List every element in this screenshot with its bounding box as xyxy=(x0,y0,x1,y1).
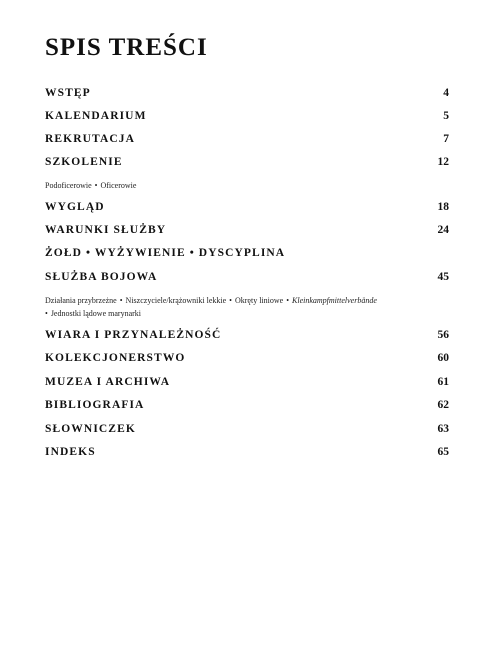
toc-entry-bibliografia[interactable] xyxy=(45,399,449,417)
toc-entry-page-number: 5 xyxy=(443,110,449,122)
toc-entry-wstep[interactable] xyxy=(45,87,449,105)
toc-entry-label: SZKOLENIE xyxy=(45,156,123,168)
toc-entry-page-number: 12 xyxy=(437,156,449,168)
toc-entry-page-number: 60 xyxy=(437,352,449,364)
toc-subsection: Jednostki lądowe marynarki xyxy=(50,309,142,318)
toc-entry-label: REKRUTACJA xyxy=(45,133,136,145)
toc-entry-label: KOLEKCJONERSTWO xyxy=(45,352,186,364)
toc-entry-sluzba-bojowa[interactable] xyxy=(45,271,449,289)
toc-entry-page-number: 56 xyxy=(437,329,449,341)
toc-entry-page-number: 7 xyxy=(443,133,449,145)
toc-entry-label: WSTĘP xyxy=(45,87,91,99)
toc-entry-label: MUZEA I ARCHIWA xyxy=(45,376,171,388)
toc-entry-label: SŁUŻBA BOJOWA xyxy=(45,271,158,283)
toc-entry-muzea-i-archiwa[interactable] xyxy=(45,376,449,394)
toc-entry-label: WYGLĄD xyxy=(45,201,105,213)
toc-entry-label: KALENDARIUM xyxy=(45,110,147,122)
toc-entry-szkolenie[interactable] xyxy=(45,156,449,174)
toc-subsection: Kleinkampfmittelverbände xyxy=(292,296,377,305)
toc-entry-slowniczek[interactable] xyxy=(45,423,449,441)
toc-entry-page-number: 62 xyxy=(437,399,449,411)
toc-subsections-sluzba-bojowa-line-2 xyxy=(45,308,455,320)
toc-subsection: Niszczyciele/krążowniki lekkie xyxy=(125,296,227,305)
toc-entry-label: ŻOŁD • WYŻYWIENIE • DYSCYPLINA xyxy=(45,247,286,259)
toc-subsection: Podoficerowie xyxy=(45,181,92,190)
toc-subsections-szkolenie xyxy=(45,180,455,192)
toc-entry-kolekcjonerstwo[interactable] xyxy=(45,352,449,370)
toc-entry-label: WARUNKI SŁUŻBY xyxy=(45,224,167,236)
toc-entry-page-number: 4 xyxy=(443,87,449,99)
toc-entry-page-number: 63 xyxy=(437,423,449,435)
toc-entry-page-number: 18 xyxy=(437,201,449,213)
toc-subsections-sluzba-bojowa xyxy=(45,295,455,307)
bullet-separator: • xyxy=(94,181,98,190)
toc-entry-wiara-i-przynaleznosc[interactable] xyxy=(45,329,449,347)
toc-entry-label: WIARA I PRZYNALEŻNOŚĆ xyxy=(45,329,222,341)
toc-subsection: Działania przybrzeżne xyxy=(45,296,117,305)
bullet-separator: • xyxy=(229,296,232,305)
toc-entry-wyglad[interactable] xyxy=(45,201,449,219)
bullet-separator: • xyxy=(286,296,290,305)
toc-entry-label: BIBLIOGRAFIA xyxy=(45,399,145,411)
toc-entry-label: SŁOWNICZEK xyxy=(45,423,136,435)
toc-entry-page-number: 65 xyxy=(437,446,449,458)
toc-subsection: Oficerowie xyxy=(100,181,137,190)
toc-entry-zold-wyzywienie-dyscyplina[interactable] xyxy=(45,247,449,265)
toc-entry-kalendarium[interactable] xyxy=(45,110,449,128)
toc-entry-page-number: 61 xyxy=(437,376,449,388)
toc-entry-page-number: 24 xyxy=(437,224,449,236)
toc-entry-label: INDEKS xyxy=(45,446,96,458)
toc-subsection: Okręty liniowe xyxy=(234,296,284,305)
toc-entry-warunki-sluzby[interactable] xyxy=(45,224,449,242)
toc-entry-page-number: 45 xyxy=(437,271,449,283)
bullet-separator: • xyxy=(45,309,48,318)
page-title: SPIS TREŚCI xyxy=(45,34,208,61)
toc-entry-rekrutacja[interactable] xyxy=(45,133,449,151)
toc-entry-indeks[interactable] xyxy=(45,446,449,464)
bullet-separator: • xyxy=(119,296,123,305)
